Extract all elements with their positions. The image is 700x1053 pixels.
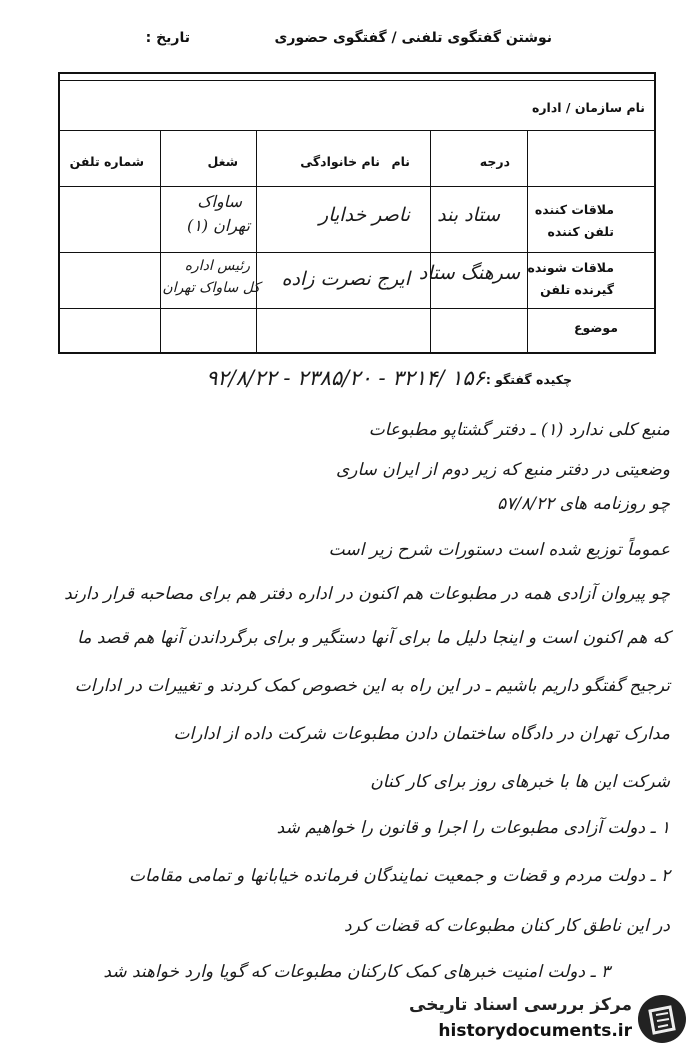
row2-rank: سرهنگ ستاد (418, 262, 520, 284)
archive-logo-icon (638, 995, 686, 1043)
row1-label-visitor: ملاقات کننده (534, 202, 614, 217)
row1-job-line2: تهران (۱) (186, 216, 250, 235)
date-label: تاریخ : (145, 30, 190, 46)
summary-label: چکیده گفتگو : (485, 372, 572, 387)
col-phone: شماره تلفن (69, 154, 144, 169)
row2-job-line2: کل ساواک تهران (162, 280, 260, 296)
row-divider (58, 308, 656, 309)
watermark-title: مرکز بررسی اسناد تاریخی (409, 995, 632, 1015)
body-line: شرکت این ها با خبرهای روز برای کار کنان (370, 772, 670, 792)
body-line: مدارک تهران در دادگاه ساختمان دادن مطبوعات شرکت داده از ادارات (173, 724, 670, 744)
col-family-name: نام خانوادگی (300, 154, 380, 169)
org-label: نام سازمان / اداره (531, 100, 645, 115)
row1-rank: ستاد بند (437, 204, 500, 226)
row-divider (58, 130, 656, 131)
body-line: ۳ ـ دولت امنیت خبرهای کمک کارکنان مطبوعات که گویا وارد خواهند شد (103, 962, 610, 982)
body-line: چو روزنامه های ۵۷/۸/۲۲ (497, 494, 670, 514)
col-divider (256, 130, 257, 354)
summary-reference: ۹۲/۸/۲۲ - ۲۳۸۵/۲۰ - ۳۲۱۴/ ۱۵۶ (206, 366, 485, 390)
body-line: وضعیتی در دفتر منبع که زیر دوم از ایران ساری (335, 460, 670, 480)
body-line: ۲ ـ دولت مردم و قضات و جمعیت نمایندگان فرمانده خیابانها و تمامی مقامات (129, 866, 670, 886)
row-divider (58, 252, 656, 253)
body-line: که هم اکنون است و اینجا دلیل ما برای آنها دستگیر و برای برگرداندن آنها هم قصد ما (77, 628, 670, 648)
watermark-site: historydocuments.ir (438, 1021, 632, 1041)
body-line: منبع کلی ندارد (۱) ـ دفتر گشتاپو مطبوعات (368, 420, 670, 440)
frame-inner-line (58, 80, 656, 81)
col-divider (430, 130, 431, 354)
watermark (390, 991, 690, 1047)
row-divider (58, 186, 656, 187)
body-line: عموماً توزیع شده است دستورات شرح زیر است (328, 540, 670, 560)
col-name: نام (391, 154, 410, 169)
col-rank: درجه (479, 154, 510, 169)
body-line: ۱ ـ دولت آزادی مطبوعات را اجرا و قانون را خواهیم شد (276, 818, 670, 838)
body-line: ترجیح گفتگو داریم باشیم ـ در این راه به این خصوص کمک کردند و تغییرات در ادارات (74, 676, 670, 696)
body-line: چو پیروان آزادی همه در مطبوعات هم اکنون در اداره دفتر هم برای مصاحبه قرار دارند (64, 584, 670, 604)
subject-label: موضوع (573, 320, 618, 335)
row1-label-caller: تلفن کننده (547, 224, 614, 239)
form-title: نوشتن گفتگوی تلفنی / گفتگوی حضوری (274, 30, 552, 46)
row2-label-receiver: گیرنده تلفن (540, 282, 614, 297)
row2-job-line1: رئیس اداره (184, 258, 250, 274)
col-job: شغل (207, 154, 238, 169)
row2-label-visited: ملاقات شونده (527, 260, 614, 275)
col-divider (160, 130, 161, 354)
body-line: در این ناطق کار کنان مطبوعات که قضات کرد (344, 916, 670, 936)
col-divider (527, 130, 528, 354)
row2-name: ایرج نصرت زاده (281, 268, 410, 290)
row1-job-line1: ساواک (197, 192, 242, 211)
row1-name: ناصر خدایار (319, 204, 410, 226)
